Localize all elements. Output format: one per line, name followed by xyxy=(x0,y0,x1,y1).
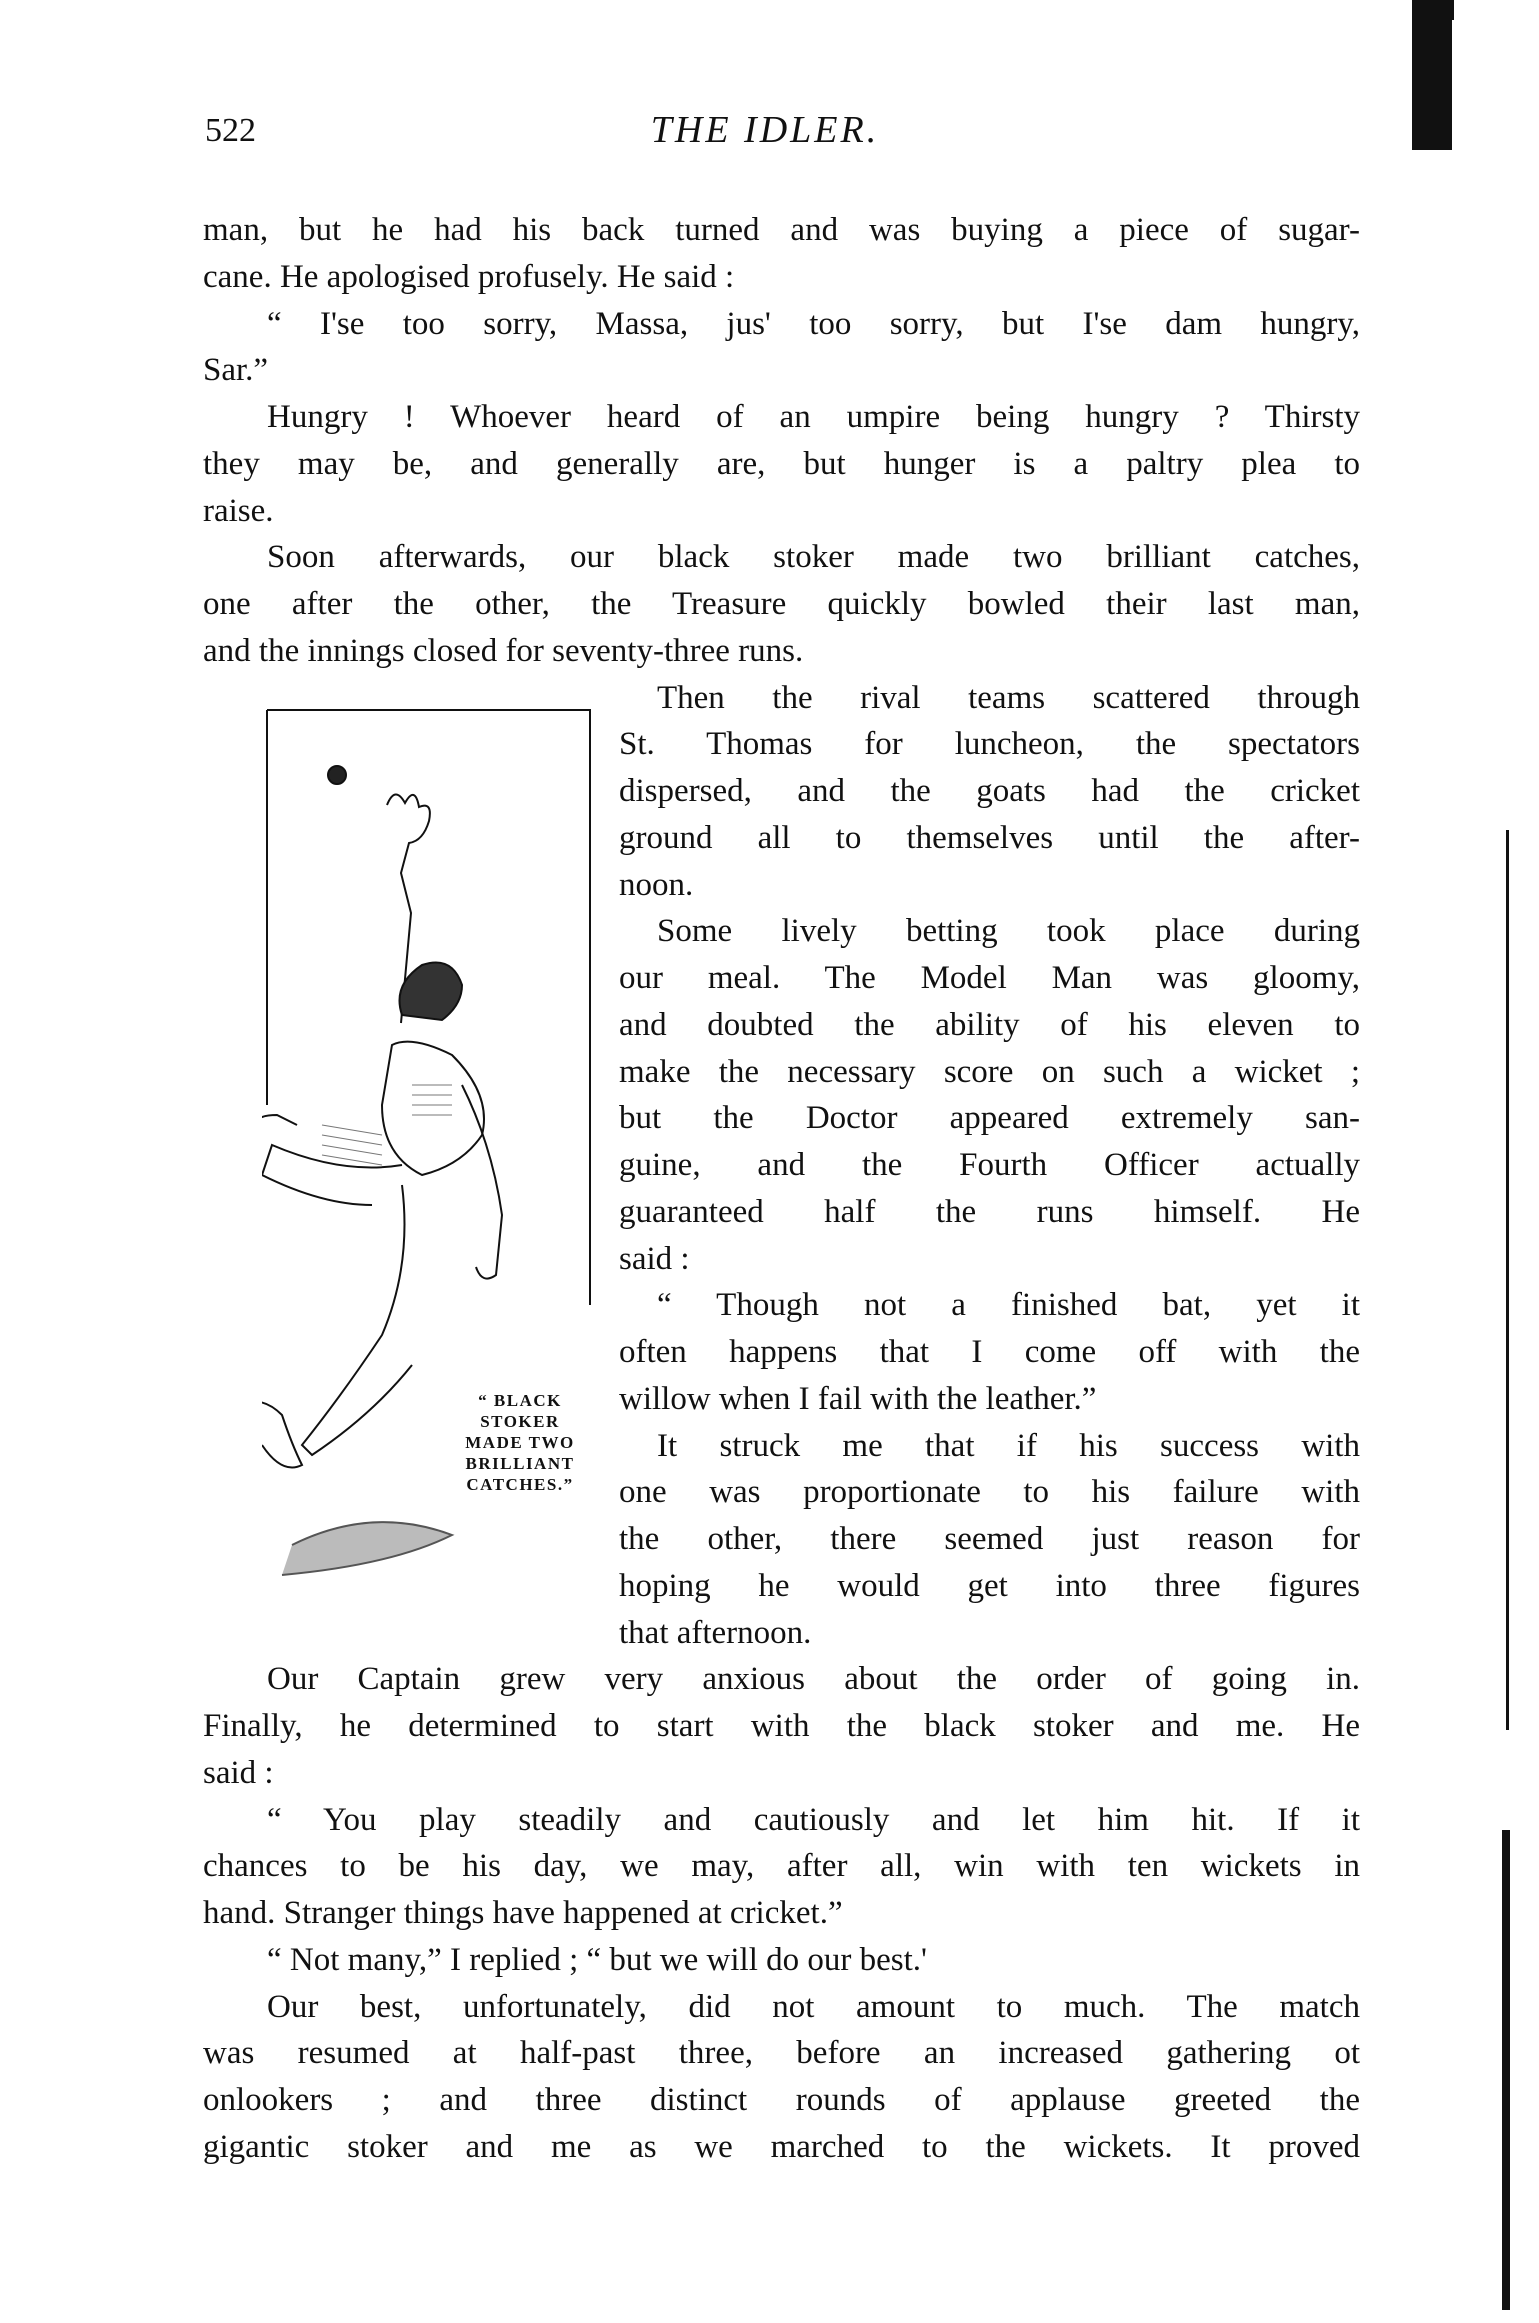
text-line: hand. Stranger things have happened at cricket.” xyxy=(203,1895,843,1931)
text-line: Our best, unfortunately, did not amount to much. The match xyxy=(267,1988,1360,2025)
text-line: Some lively betting took place during xyxy=(657,913,1360,950)
running-title: THE IDLER. xyxy=(650,109,880,151)
caption-line: “ BLACK xyxy=(478,1391,562,1410)
text-line: St. Thomas for luncheon, the spectators xyxy=(619,726,1360,763)
text-line: onlookers ; and three distinct rounds of applause greeted the xyxy=(203,2082,1360,2118)
text-line: but the Doctor appeared extremely san- xyxy=(619,1100,1360,1137)
text-line: the other, there seemed just reason for xyxy=(619,1521,1360,1557)
text-line: guaranteed half the runs himself. He xyxy=(619,1193,1360,1230)
text-line: and the innings closed for seventy-three runs. xyxy=(203,632,804,669)
text-line: willow when I fail with the leather.” xyxy=(619,1380,1097,1417)
text-line: was resumed at half-past three, before an increased gathering ot xyxy=(203,2035,1360,2072)
caption-line: BRILLIANT xyxy=(465,1454,575,1473)
text-line: dispersed, and the goats had the cricket xyxy=(619,773,1360,809)
text-line: and doubted the ability of his eleven to xyxy=(619,1006,1360,1043)
text-line: gigantic stoker and me as we marched to the wickets. It proved xyxy=(203,2128,1360,2165)
text-line: Our Captain grew very anxious about the order of going in. xyxy=(267,1661,1360,1698)
scan-edge-line xyxy=(1506,830,1509,1730)
scan-edge-line xyxy=(1502,1830,1510,2310)
text-line: often happens that I come off with the xyxy=(619,1334,1360,1370)
text-line: raise. xyxy=(203,492,274,529)
text-line: noon. xyxy=(619,866,694,903)
text-line: they may be, and generally are, but hunger is a paltry plea to xyxy=(203,445,1360,482)
text-line: ground all to themselves until the after- xyxy=(619,819,1360,856)
text-line: Sar.” xyxy=(203,352,269,389)
text-line: said : xyxy=(619,1240,690,1277)
scan-edge-artifact xyxy=(1440,0,1454,20)
text-line: Hungry ! Whoever heard of an umpire being hungry ? Thirsty xyxy=(267,399,1360,435)
text-line: Soon afterwards, our black stoker made two brilliant catches, xyxy=(267,539,1360,576)
caption-line: MADE TWO xyxy=(465,1433,575,1452)
text-line: said : xyxy=(203,1754,274,1791)
text-line: “ I'se too sorry, Massa, jus' too sorry, but I'se dam hungry, xyxy=(267,305,1360,342)
text-line: one was proportionate to his failure with xyxy=(619,1474,1360,1511)
text-line: our meal. The Model Man was gloomy, xyxy=(619,960,1360,996)
text-line: that afternoon. xyxy=(619,1614,812,1651)
text-line: “ Not many,” I replied ; “ but we will do our best.' xyxy=(267,1941,927,1978)
text-line: Then the rival teams scattered through xyxy=(657,679,1360,716)
text-line: one after the other, the Treasure quickly bowled their last man, xyxy=(203,586,1360,622)
caption-line: CATCHES.” xyxy=(466,1475,574,1494)
text-line: guine, and the Fourth Officer actually xyxy=(619,1147,1360,1183)
text-line: hoping he would get into three figures xyxy=(619,1567,1360,1604)
text-line: Finally, he determined to start with the black stoker and me. He xyxy=(203,1708,1360,1744)
text-line: make the necessary score on such a wicket ; xyxy=(619,1053,1360,1090)
text-line: cane. He apologised profusely. He said : xyxy=(203,258,735,295)
figure-caption xyxy=(440,1390,600,1495)
scan-edge-artifact xyxy=(1412,0,1452,150)
text-line: chances to be his day, we may, after all, win with ten wickets in xyxy=(203,1848,1360,1885)
text-line: “ You play steadily and cautiously and let him hit. If it xyxy=(267,1801,1360,1838)
caption-line: STOKER xyxy=(480,1412,560,1431)
text-line: man, but he had his back turned and was buying a piece of sugar- xyxy=(203,212,1360,248)
page-number: 522 xyxy=(205,112,256,149)
text-line: “ Though not a finished bat, yet it xyxy=(657,1287,1360,1324)
text-line: It struck me that if his success with xyxy=(657,1427,1360,1464)
